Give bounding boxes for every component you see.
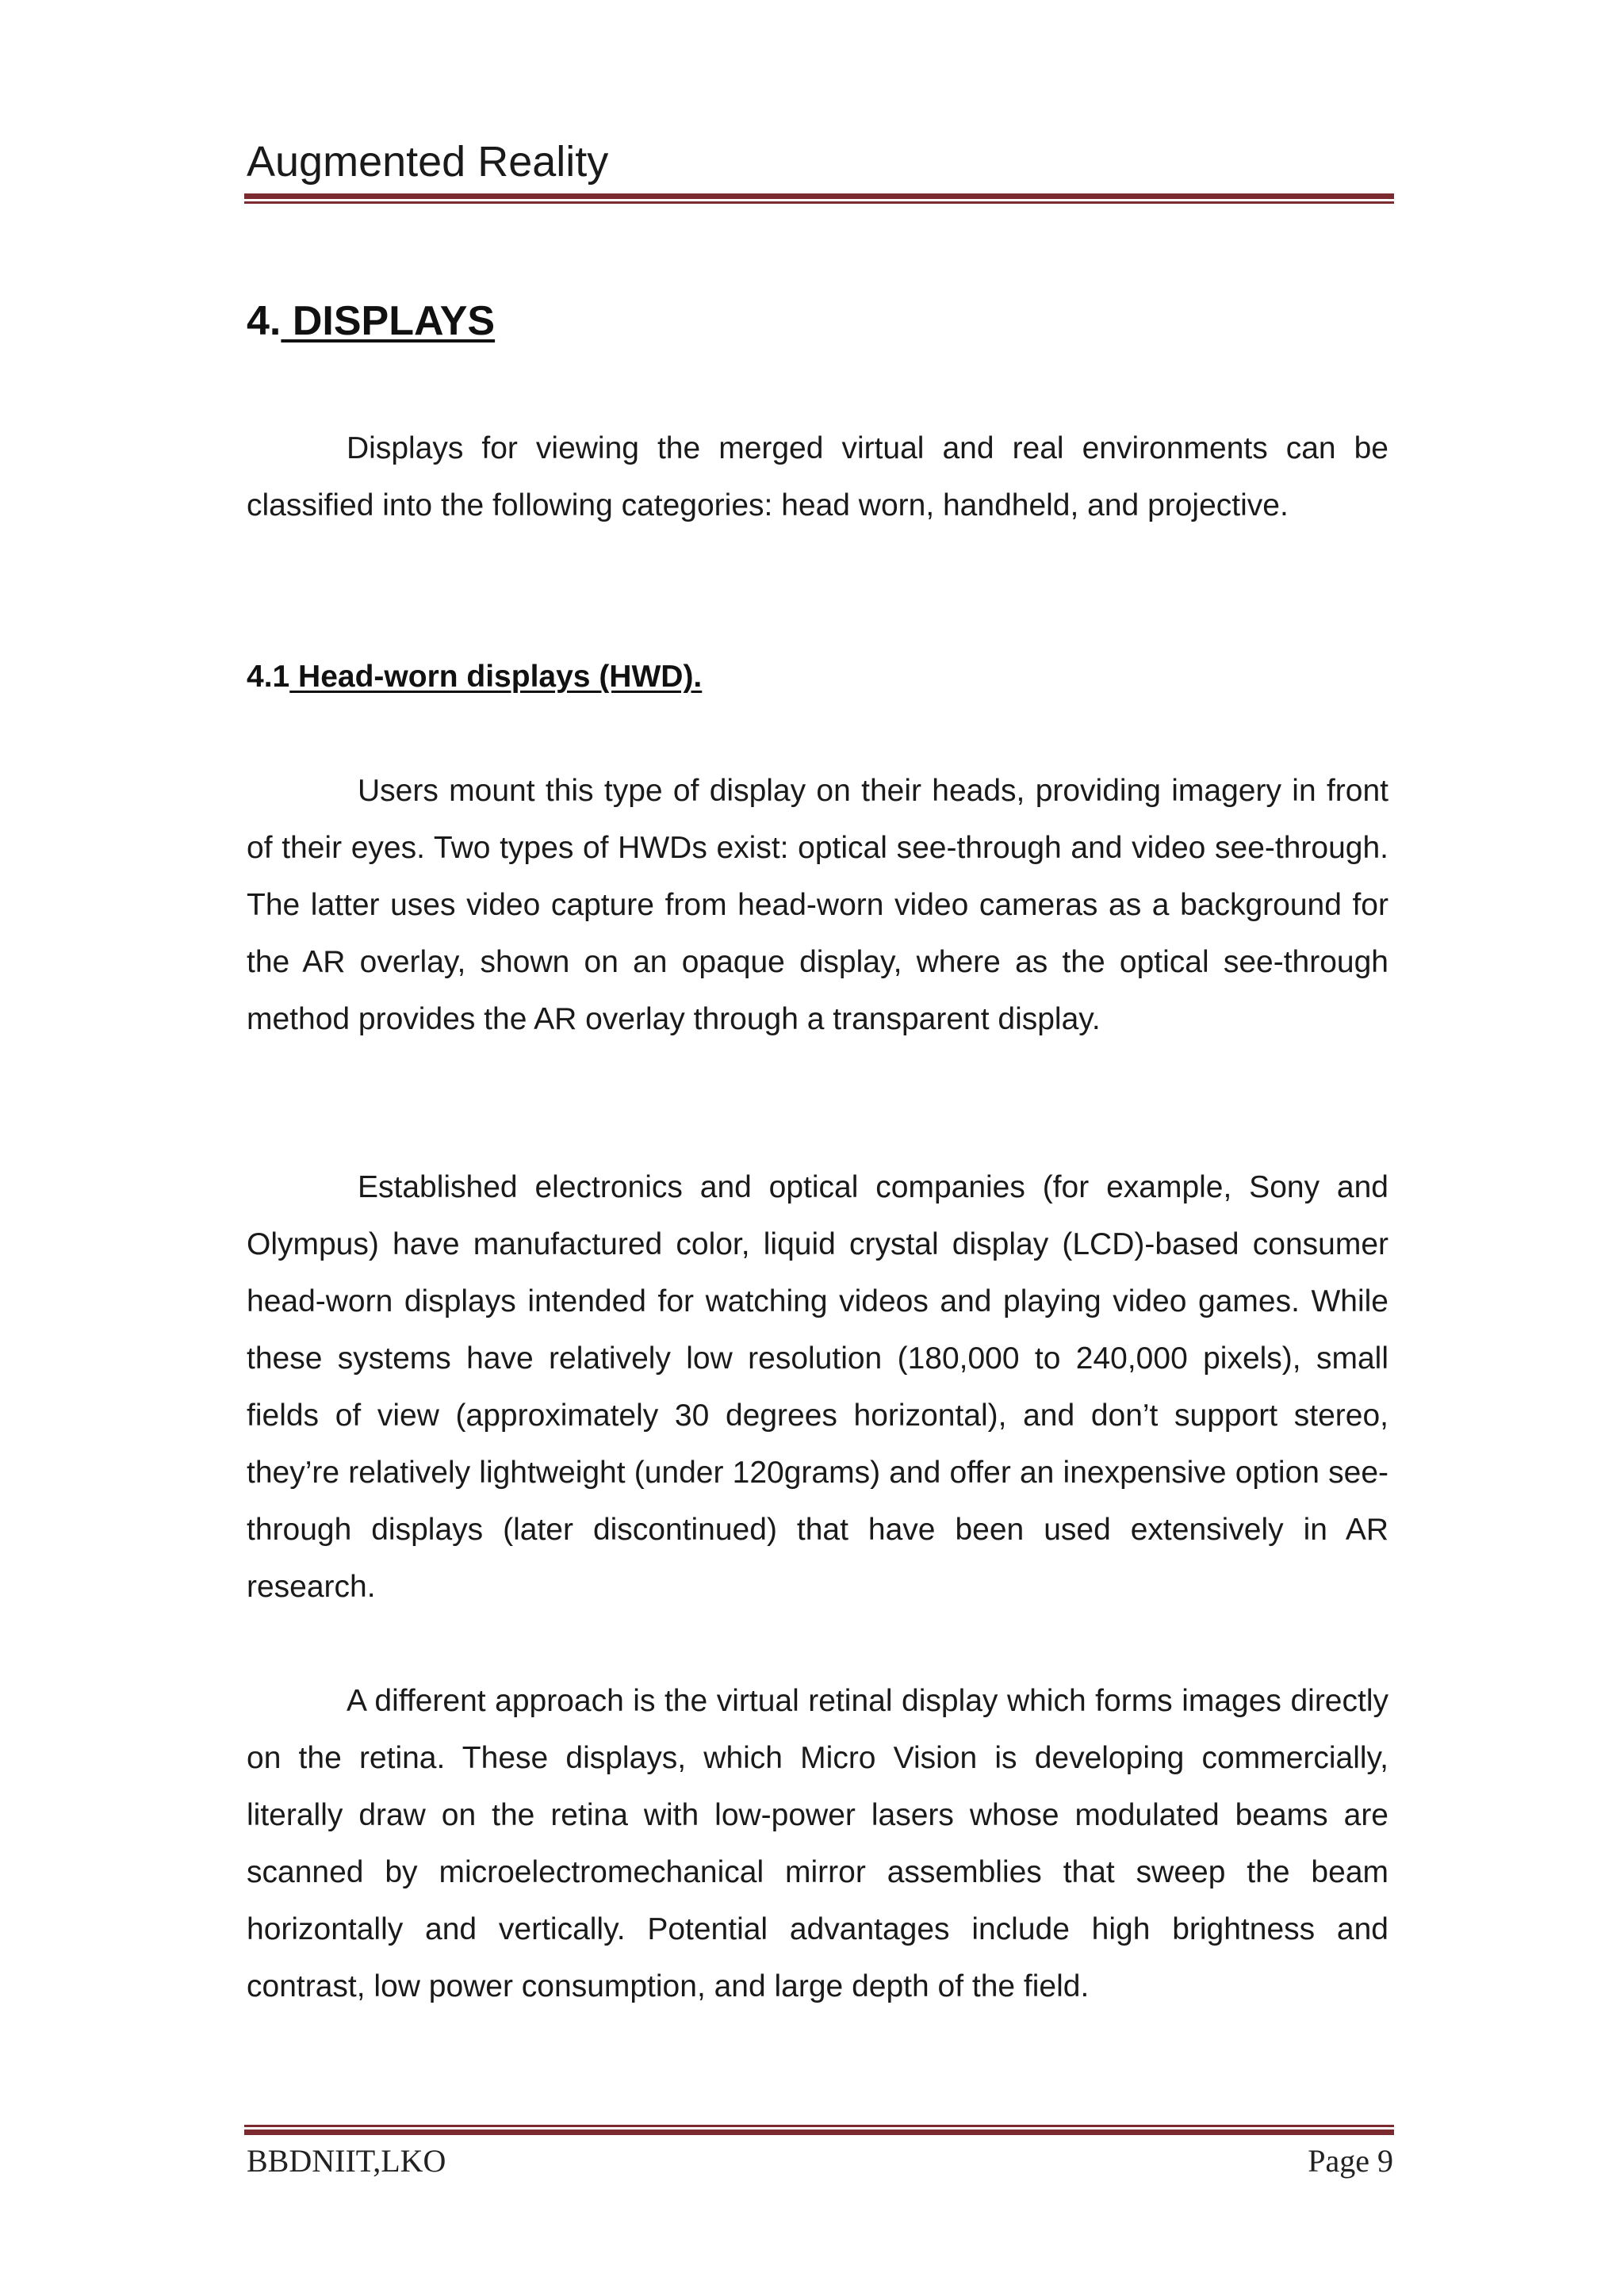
footer-institution: BBDNIIT,LKO — [247, 2143, 446, 2179]
chapter-number: 4. — [247, 298, 282, 344]
section-number: 4.1 — [247, 660, 290, 694]
body-paragraph: Established electronics and optical companies (for example, Sony and Olympus) have manufactured color, liquid crystal display (LCD)-based consumer head-worn displays intended for watching videos and playing video games. While these systems have relatively low resolution (180,000 to 240,000 pixels), small fields of view (approximately 30 degrees horizontal), and don’t support stereo, they’re relatively lightweight (under 120grams) and offer an inexpensive option see-through displays (later discontinued) that have been used extensively in AR research. — [247, 1170, 1388, 1604]
body-paragraph: A different approach is the virtual retinal display which forms images directly on the retina. These displays, which Micro Vision is developing commercially, literally draw on the retina with low-power lasers whose modulated beams are scanned by microelectromechanical mirror assemblies that sweep the beam horizontally and vertically. Potential advantages include high brightness and contrast, low power consumption, and large depth of the field. — [247, 1684, 1388, 2003]
footer-rule-thin — [244, 2125, 1394, 2127]
header-title: Augmented Reality — [247, 138, 609, 186]
chapter-heading — [247, 295, 495, 347]
footer-rule-thick — [244, 2130, 1394, 2135]
header-rule-thin — [244, 201, 1394, 204]
body-paragraph: Users mount this type of display on their heads, providing imagery in front of their eyes. Two types of HWDs exist: optical see-through and video see-through. The latter uses video capture from head-worn video cameras as a background for the AR overlay, shown on an opaque display, where as the optical see-through method provides the AR overlay through a transparent display. — [247, 774, 1388, 1036]
section-title: Head-worn displays (HWD). — [289, 660, 703, 694]
chapter-title: DISPLAYS — [281, 298, 496, 344]
header-rule-thick — [244, 193, 1394, 199]
page-number: Page 9 — [1308, 2143, 1393, 2179]
intro-paragraph: Displays for viewing the merged virtual and real environments can be classified into the following categories: head worn, handheld, and projective. — [247, 431, 1388, 522]
section-heading — [247, 655, 702, 699]
